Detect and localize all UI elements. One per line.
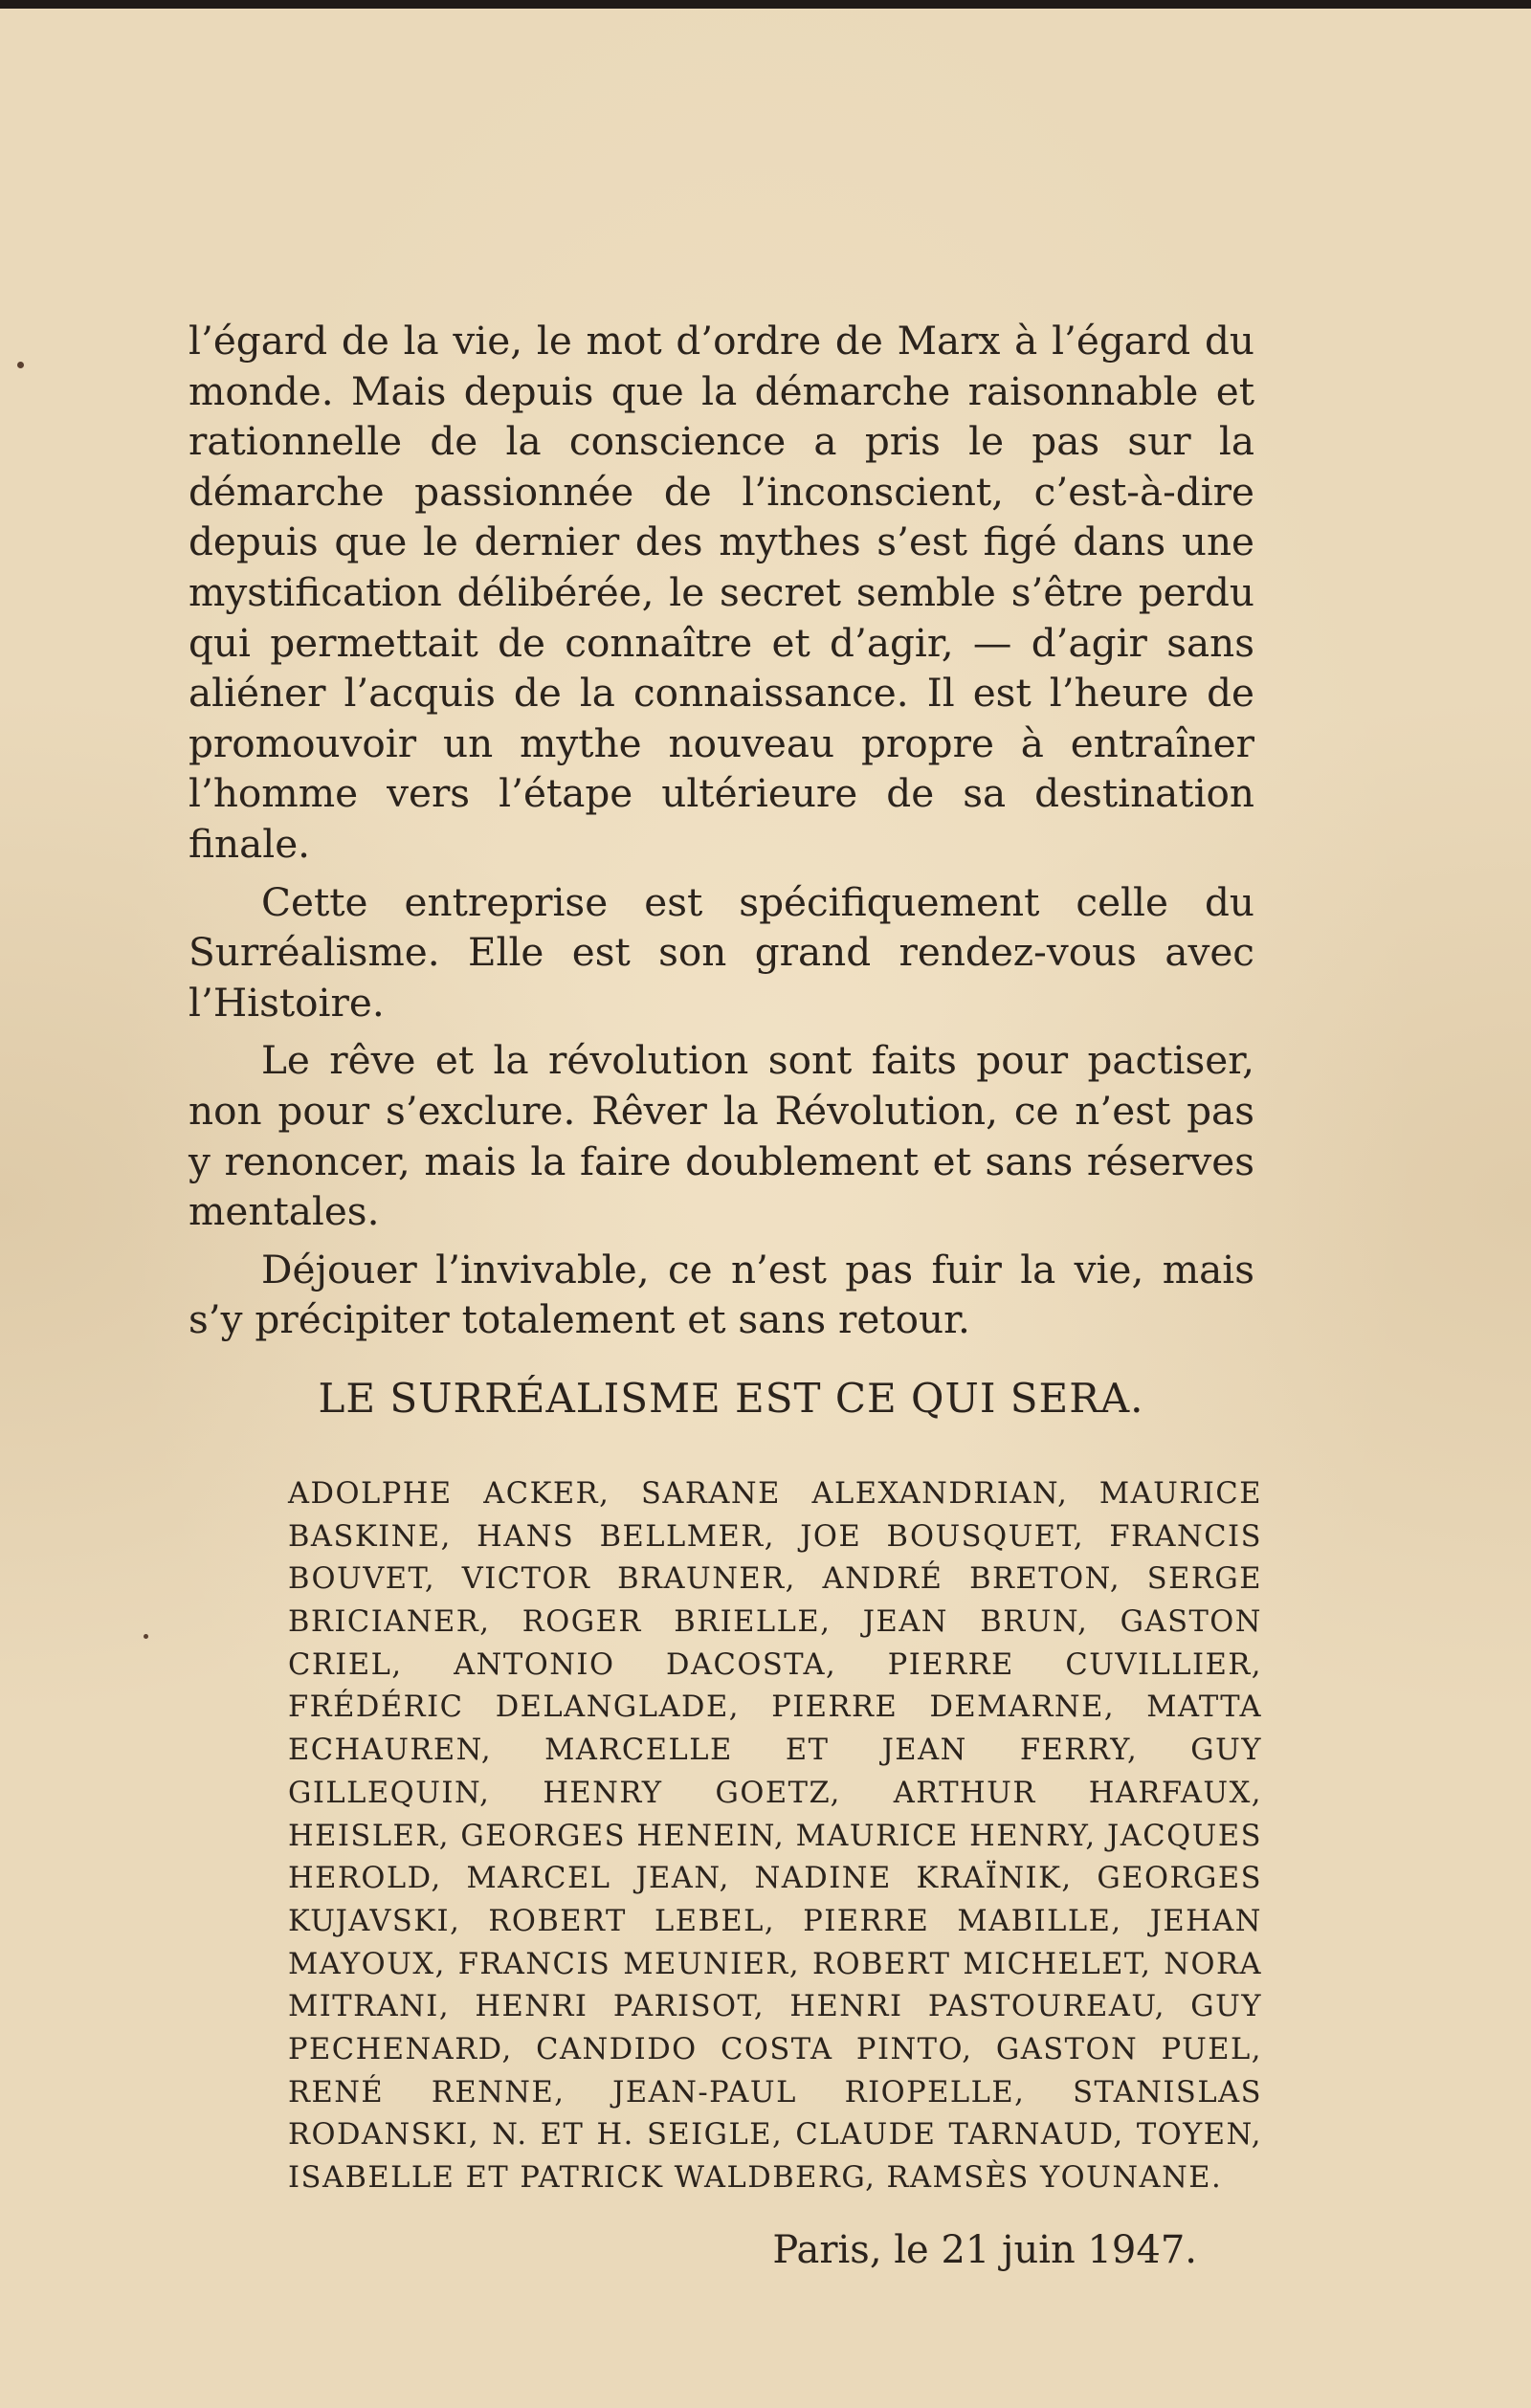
page-top-edge [0, 0, 1531, 9]
body-paragraph-2: Cette entreprise est spécifiquement celle du Surréalisme. Elle est son grand rendez-vous avec l’Histoire. [189, 878, 1254, 1026]
body-paragraph-1: l’égard de la vie, le mot d’ordre de Marx à l’égard du monde. Mais depuis que la démarche raisonnable et rationnelle de la conscience a pris le pas sur la démarche passionnée de l’inconscient, c’est-à-dire depuis que le dernier des mythes s’est figé dans une mystification délibérée, le secret semble s’être perdu qui permettait de connaître et d’agir, — d’agir sans aliéner l’acquis de la connaissance. Il est l’heure de promouvoir un mythe nouveau propre à entraîner l’homme vers l’étape ultérieure de sa destination finale. [189, 318, 1254, 867]
body-paragraph-3: Le rêve et la révolution sont faits pour pactiser, non pour s’exclure. Rêver la Révolution, ce n’est pas y renoncer, mais la faire doublement et sans réserves mentales. [189, 1037, 1254, 1235]
dateline: Paris, le 21 juin 1947. [772, 2227, 1197, 2272]
manifesto-statement: LE SURRÉALISME EST CE QUI SERA. [318, 1374, 1144, 1422]
ink-speck-middle [144, 1634, 148, 1639]
body-paragraph-4: Déjouer l’invivable, ce n’est pas fuir la vie, mais s’y précipiter totalement et sans retour. [189, 1246, 1254, 1343]
page-text-block [189, 316, 1262, 2276]
signatories-list: ADOLPHE ACKER, SARANE ALEXANDRIAN, MAURICE BASKINE, HANS BELLMER, JOE BOUSQUET, FRANCIS BOUVET, VICTOR BRAUNER, ANDRÉ BRETON, SERGE BRICIANER, ROGER BRIELLE, JEAN BRUN, GASTON CRIEL, ANTONIO DACOSTA, PIERRE CUVILLIER, FRÉDÉRIC DELANGLADE, PIERRE DEMARNE, MATTA ECHAUREN, MARCELLE ET JEAN FERRY, GUY GILLEQUIN, HENRY GOETZ, ARTHUR HARFAUX, HEISLER, GEORGES HENEIN, MAURICE HENRY, JACQUES HEROLD, MARCEL JEAN, NADINE KRAÏNIK, GEORGES KUJAVSKI, ROBERT LEBEL, PIERRE MABILLE, JEHAN MAYOUX, FRANCIS MEUNIER, ROBERT MICHELET, NORA MITRANI, HENRI PARISOT, HENRI PASTOUREAU, GUY PECHENARD, CANDIDO COSTA PINTO, GASTON PUEL, RENÉ RENNE, JEAN-PAUL RIOPELLE, STANISLAS RODANSKI, N. ET H. SEIGLE, CLAUDE TARNAUD, TOYEN, ISABELLE ET PATRICK WALDBERG, RAMSÈS YOUNANE. [288, 1476, 1262, 2196]
ink-speck-top [17, 362, 24, 368]
